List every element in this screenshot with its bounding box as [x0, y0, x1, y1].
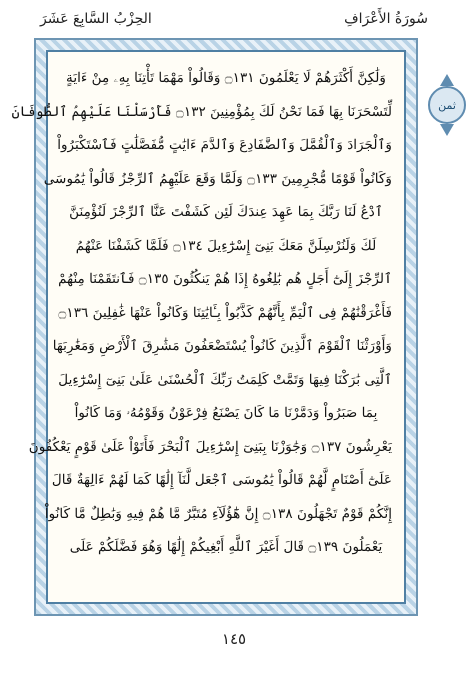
verse-line-10: ٱلَّتِى بَٰرَكْنَا فِيهَا وَتَمَّتْ كَلِمَتُ رَبِّكَ ٱلْحُسْنَىٰ عَلَىٰ بَنِىٓ إِسْرَٰٓءِيلَ [58, 371, 392, 388]
surah-name: سُورَةُ الأَعْرَافِ [344, 11, 428, 27]
verse-lines [11, 62, 392, 565]
verse-line-4: وَكَانُواْ قَوْمًا مُّجْرِمِينَ ۝١٣٣ وَلَمَّا وَقَعَ عَلَيْهِمُ ٱلرِّجْزُ قَالُواْ يَٰمُوسَى [43, 170, 392, 187]
verse-line-8: فَأَغْرَقْنَٰهُمْ فِى ٱلْيَمِّ بِأَنَّهُمْ كَذَّبُواْ بِـَٔايَٰتِنَا وَكَانُواْ عَنْهَا غَٰفِلِينَ ۝١٣٦ [58, 304, 392, 321]
verse-line-14: إِنَّكُمْ قَوْمٌ تَجْهَلُونَ ۝١٣٨ إِنَّ هَٰٓؤُلَآءِ مُتَبَّرٌ مَّا هُمْ فِيهِ وَبَٰطِلٌ مَّا كَانُواْ [44, 505, 392, 522]
verse-line-2: لِّتَسْحَرَنَا بِهَا فَمَا نَحْنُ لَكَ بِمُؤْمِنِينَ ۝١٣٢ فَأَرْسَلْنَا عَلَيْهِمُ ٱلطُّوفَانَ [11, 103, 392, 120]
ornamental-frame [11, 38, 418, 616]
medallion-tip-top-icon [440, 74, 454, 86]
verse-line-13: عَلَىٰٓ أَصْنَامٍ لَّهُمْ قَالُواْ يَٰمُوسَى ٱجْعَل لَّنَآ إِلَٰهًا كَمَا لَهُمْ ءَالِهَةٌ قَالَ [51, 472, 392, 488]
verse-line-12: يَعْرِشُونَ ۝١٣٧ وَجَٰوَزْنَا بِبَنِىٓ إِسْرَٰٓءِيلَ ٱلْبَحْرَ فَأَتَوْاْ عَلَىٰ قَوْمٍ يَعْكُفُونَ [28, 438, 392, 455]
verse-line-3: وَٱلْجَرَادَ وَٱلْقُمَّلَ وَٱلضَّفَادِعَ وَٱلدَّمَ ءَايَٰتٍ مُّفَصَّلَٰتٍ فَٱسْتَكْبَرُواْ [57, 137, 392, 153]
verse-line-5: ٱدْعُ لَنَا رَبَّكَ بِمَا عَهِدَ عِندَكَ لَئِن كَشَفْتَ عَنَّا ٱلرِّجْزَ لَنُؤْمِنَنَّ [69, 204, 383, 220]
verse-line-9: وَأَوْرَثْنَا ٱلْقَوْمَ ٱلَّذِينَ كَانُواْ يُسْتَضْعَفُونَ مَشَٰرِقَ ٱلْأَرْضِ وَمَغَٰرِبَهَا [52, 338, 392, 354]
medallion-tip-bottom-icon [440, 124, 454, 136]
hizb-name: الحِزْبُ السَّابِعَ عَشَرَ [40, 11, 152, 27]
page-header [40, 8, 428, 30]
text-panel [11, 50, 406, 604]
thumn-marker [428, 72, 466, 138]
verse-line-6: لَكَ وَلَنُرْسِلَنَّ مَعَكَ بَنِىٓ إِسْرَٰٓءِيلَ ۝١٣٤ فَلَمَّا كَشَفْنَا عَنْهُمُ [75, 237, 377, 254]
verse-line-7: ٱلرِّجْزَ إِلَىٰٓ أَجَلٍ هُم بَٰلِغُوهُ إِذَا هُمْ يَنكُثُونَ ۝١٣٥ فَٱنتَقَمْنَا مِنْهُمْ [58, 271, 392, 287]
verse-line-11: بِمَا صَبَرُواْ وَدَمَّرْنَا مَا كَانَ يَصْنَعُ فِرْعَوْنُ وَقَوْمُهُۥ وَمَا كَانُواْ [74, 405, 378, 421]
page-number: ١٤٥ [221, 630, 247, 648]
verse-line-15: يَعْمَلُونَ ۝١٣٩ قَالَ أَغَيْرَ ٱللَّهِ أَبْغِيكُمْ إِلَٰهًا وَهُوَ فَضَّلَكُمْ عَلَى [69, 539, 383, 555]
thumn-marker-label: ثمن [428, 86, 466, 124]
verse-line-1: وَلَٰكِنَّ أَكْثَرَهُمْ لَا يَعْلَمُونَ ۝١٣١ وَقَالُواْ مَهْمَا تَأْتِنَا بِهِۦ مِنْ ءَايَةٍ [66, 70, 386, 86]
